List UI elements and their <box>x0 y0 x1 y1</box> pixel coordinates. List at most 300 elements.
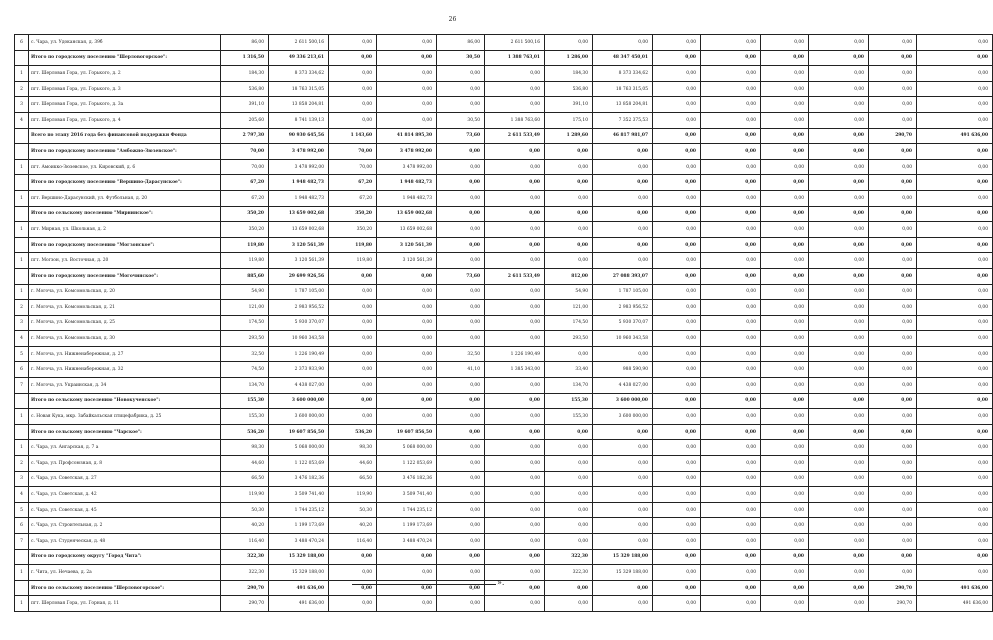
area-value-cell: 812,00 <box>545 268 593 284</box>
table-row <box>15 596 993 612</box>
area-value-cell: 0,00 <box>437 596 485 612</box>
area-value-cell: 0,00 <box>869 268 917 284</box>
row-index-cell: 1 <box>15 596 29 612</box>
table-row <box>15 362 993 378</box>
cost-value-cell: 0,00 <box>485 502 545 518</box>
area-value-cell: 0,00 <box>437 190 485 206</box>
area-value-cell: 0,00 <box>545 424 593 440</box>
cost-value-cell: 0,00 <box>809 50 869 66</box>
row-index-cell: 1 <box>15 222 29 238</box>
cost-value-cell: 0,00 <box>593 222 653 238</box>
row-index-cell: 1 <box>15 159 29 175</box>
area-value-cell: 0,00 <box>653 315 701 331</box>
cost-value-cell: 0,00 <box>377 315 437 331</box>
area-value-cell: 119,80 <box>329 253 377 269</box>
table-row <box>15 284 993 300</box>
area-value-cell: 0,00 <box>437 456 485 472</box>
area-value-cell: 0,00 <box>545 518 593 534</box>
area-value-cell: 1 316,50 <box>221 50 269 66</box>
area-value-cell: 0,00 <box>653 237 701 253</box>
cost-value-cell: 0,00 <box>701 112 761 128</box>
cost-value-cell: 1 948 482,73 <box>269 175 329 191</box>
area-value-cell: 0,00 <box>437 393 485 409</box>
area-value-cell: 155,30 <box>221 393 269 409</box>
cost-value-cell: 0,00 <box>593 346 653 362</box>
area-value-cell: 205,60 <box>221 112 269 128</box>
cost-value-cell: 0,00 <box>485 378 545 394</box>
cost-value-cell: 0,00 <box>377 284 437 300</box>
cost-value-cell: 0,00 <box>701 409 761 425</box>
area-value-cell: 0,00 <box>653 456 701 472</box>
area-value-cell: 885,60 <box>221 268 269 284</box>
cost-value-cell: 3 120 561,39 <box>269 253 329 269</box>
area-value-cell: 290,70 <box>869 128 917 144</box>
area-value-cell: 290,70 <box>221 596 269 612</box>
area-value-cell: 70,00 <box>221 144 269 160</box>
cost-value-cell: 0,00 <box>917 378 993 394</box>
cost-value-cell: 3 120 561,39 <box>377 253 437 269</box>
table-row <box>15 456 993 472</box>
area-value-cell: 0,00 <box>869 50 917 66</box>
cost-value-cell: 0,00 <box>701 159 761 175</box>
area-value-cell: 0,00 <box>761 549 809 565</box>
area-value-cell: 119,90 <box>329 487 377 503</box>
cost-value-cell: 0,00 <box>917 549 993 565</box>
cost-value-cell: 2 611 500,16 <box>269 35 329 51</box>
address-cell: пгт. Шерловая Гора, ул. Горького, д. 2 <box>29 66 221 82</box>
cost-value-cell: 0,00 <box>485 456 545 472</box>
cost-value-cell: 491 636,00 <box>269 580 329 596</box>
cost-value-cell: 0,00 <box>809 222 869 238</box>
area-value-cell: 0,00 <box>869 502 917 518</box>
area-value-cell: 0,00 <box>437 565 485 581</box>
cost-value-cell: 0,00 <box>701 580 761 596</box>
cost-value-cell: 0,00 <box>701 50 761 66</box>
cost-value-cell: 3 478 992,00 <box>377 159 437 175</box>
row-index-cell <box>15 549 29 565</box>
cost-value-cell: 0,00 <box>485 66 545 82</box>
address-cell: пгт. Шерловая Гора, ул. Горная, д. 11 <box>29 596 221 612</box>
area-value-cell: 119,80 <box>221 253 269 269</box>
cost-value-cell: 0,00 <box>593 144 653 160</box>
area-value-cell: 0,00 <box>653 284 701 300</box>
area-value-cell: 0,00 <box>761 424 809 440</box>
address-cell: г. Могоча, ул. Украинская, д. 34 <box>29 378 221 394</box>
address-cell: с. Чара, ул. Студенческая, д. 48 <box>29 534 221 550</box>
area-value-cell: 0,00 <box>869 346 917 362</box>
cost-value-cell: 0,00 <box>809 35 869 51</box>
cost-value-cell: 4 438 027,00 <box>269 378 329 394</box>
area-value-cell: 290,70 <box>869 580 917 596</box>
cost-value-cell: 0,00 <box>809 206 869 222</box>
area-value-cell: 322,30 <box>545 549 593 565</box>
area-value-cell: 0,00 <box>329 35 377 51</box>
area-value-cell: 0,00 <box>545 456 593 472</box>
cost-value-cell: 0,00 <box>917 237 993 253</box>
area-value-cell: 0,00 <box>653 409 701 425</box>
area-value-cell: 0,00 <box>761 440 809 456</box>
address-cell: пгт. Шерловая Гора, ул. Горького, д. 3а <box>29 97 221 113</box>
row-index-cell: 5 <box>15 346 29 362</box>
area-value-cell: 0,00 <box>437 300 485 316</box>
row-index-cell <box>15 237 29 253</box>
cost-value-cell: 90 930 645,56 <box>269 128 329 144</box>
subtotal-label-cell: Итого по городскому поселению "Могзонское": <box>29 237 221 253</box>
row-index-cell <box>15 393 29 409</box>
area-value-cell: 0,00 <box>545 487 593 503</box>
area-value-cell: 322,30 <box>545 565 593 581</box>
area-value-cell: 155,30 <box>545 393 593 409</box>
area-value-cell: 0,00 <box>761 253 809 269</box>
area-value-cell: 0,00 <box>761 565 809 581</box>
cost-value-cell: 0,00 <box>809 424 869 440</box>
area-value-cell: 0,00 <box>545 190 593 206</box>
cost-value-cell: 2 983 956,52 <box>269 300 329 316</box>
cost-value-cell: 0,00 <box>485 331 545 347</box>
area-value-cell: 30,50 <box>437 50 485 66</box>
address-cell: с. Чара, ул. Ангарская, д. 7 а <box>29 440 221 456</box>
area-value-cell: 0,00 <box>869 222 917 238</box>
cost-value-cell: 0,00 <box>593 534 653 550</box>
address-cell: с. Чара, ул. Советская, д. 27 <box>29 471 221 487</box>
cost-value-cell: 0,00 <box>485 565 545 581</box>
cost-value-cell: 0,00 <box>485 222 545 238</box>
cost-value-cell: 0,00 <box>809 565 869 581</box>
area-value-cell: 0,00 <box>653 580 701 596</box>
area-value-cell: 0,00 <box>761 81 809 97</box>
row-index-cell <box>15 206 29 222</box>
cost-value-cell: 0,00 <box>701 596 761 612</box>
area-value-cell: 30,50 <box>437 112 485 128</box>
area-value-cell: 0,00 <box>329 393 377 409</box>
area-value-cell: 0,00 <box>653 424 701 440</box>
row-index-cell: 3 <box>15 471 29 487</box>
cost-value-cell: 0,00 <box>593 456 653 472</box>
cost-value-cell: 0,00 <box>593 159 653 175</box>
area-value-cell: 174,50 <box>221 315 269 331</box>
address-cell: г. Могоча, ул. Комсомольская, д. 20 <box>29 284 221 300</box>
cost-value-cell: 29 699 926,56 <box>269 268 329 284</box>
area-value-cell: 67,20 <box>221 190 269 206</box>
area-value-cell: 0,00 <box>869 159 917 175</box>
area-value-cell: 391,10 <box>221 97 269 113</box>
cost-value-cell: 1 388 763,01 <box>485 50 545 66</box>
cost-value-cell: 18 763 315,05 <box>593 81 653 97</box>
cost-value-cell: 0,00 <box>701 502 761 518</box>
cost-value-cell: 13 659 002,68 <box>269 206 329 222</box>
area-value-cell: 0,00 <box>329 300 377 316</box>
cost-value-cell: 0,00 <box>485 596 545 612</box>
area-value-cell: 0,00 <box>653 175 701 191</box>
area-value-cell: 0,00 <box>329 378 377 394</box>
cost-value-cell: 0,00 <box>377 97 437 113</box>
area-value-cell: 391,10 <box>545 97 593 113</box>
area-value-cell: 86,00 <box>221 35 269 51</box>
cost-value-cell: 0,00 <box>377 66 437 82</box>
area-value-cell: 322,30 <box>221 565 269 581</box>
table-row <box>15 487 993 503</box>
cost-value-cell: 0,00 <box>485 424 545 440</box>
area-value-cell: 0,00 <box>761 315 809 331</box>
area-value-cell: 0,00 <box>653 440 701 456</box>
cost-value-cell: 0,00 <box>701 206 761 222</box>
area-value-cell: 0,00 <box>437 580 485 596</box>
cost-value-cell: 0,00 <box>917 253 993 269</box>
area-value-cell: 0,00 <box>653 50 701 66</box>
cost-value-cell: 15 329 188,00 <box>593 549 653 565</box>
row-index-cell: 2 <box>15 81 29 97</box>
address-cell: г. Могоча, ул. Нижненабережная, д. 32 <box>29 362 221 378</box>
cost-value-cell: 0,00 <box>485 253 545 269</box>
cost-value-cell: 0,00 <box>593 175 653 191</box>
cost-value-cell: 3 476 182,36 <box>377 471 437 487</box>
row-index-cell: 6 <box>15 35 29 51</box>
cost-value-cell: 3 478 992,00 <box>269 159 329 175</box>
area-value-cell: 0,00 <box>761 66 809 82</box>
area-value-cell: 0,00 <box>761 50 809 66</box>
area-value-cell: 0,00 <box>437 315 485 331</box>
address-cell: г. Чита, ул. Нечаева, д. 2а <box>29 565 221 581</box>
subtotal-label-cell: Итого по сельскому поселению "Новокученское": <box>29 393 221 409</box>
cost-value-cell: 0,00 <box>701 237 761 253</box>
table-row <box>15 66 993 82</box>
address-cell: пгт. Могзон, ул. Восточная, д. 20 <box>29 253 221 269</box>
subtotal-label-cell: Итого по городскому поселению "Амбожно-Зюзевское": <box>29 144 221 160</box>
cost-value-cell: 0,00 <box>809 393 869 409</box>
cost-value-cell: 0,00 <box>917 81 993 97</box>
cost-value-cell: 0,00 <box>917 144 993 160</box>
subtotal-label-cell: Итого по сельскому поселению "Шерловогорское": <box>29 580 221 596</box>
area-value-cell: 67,20 <box>329 190 377 206</box>
row-index-cell <box>15 50 29 66</box>
area-value-cell: 0,00 <box>761 456 809 472</box>
area-value-cell: 54,90 <box>545 284 593 300</box>
cost-value-cell: 0,00 <box>917 518 993 534</box>
area-value-cell: 0,00 <box>545 159 593 175</box>
cost-value-cell: 0,00 <box>485 440 545 456</box>
cost-value-cell: 49 336 213,61 <box>269 50 329 66</box>
housing-registry-table <box>14 34 993 612</box>
cost-value-cell: 0,00 <box>809 300 869 316</box>
area-value-cell: 70,00 <box>329 159 377 175</box>
cost-value-cell: 0,00 <box>593 596 653 612</box>
area-value-cell: 73,60 <box>437 128 485 144</box>
area-value-cell: 175,10 <box>545 112 593 128</box>
area-value-cell: 32,50 <box>437 346 485 362</box>
cost-value-cell: 19 607 856,50 <box>377 424 437 440</box>
area-value-cell: 0,00 <box>545 471 593 487</box>
cost-value-cell: 0,00 <box>809 596 869 612</box>
footer-underline <box>352 584 496 585</box>
cost-value-cell: 5 930 370,07 <box>269 315 329 331</box>
cost-value-cell: 3 509 741,40 <box>269 487 329 503</box>
area-value-cell: 0,00 <box>761 237 809 253</box>
cost-value-cell: 0,00 <box>701 393 761 409</box>
area-value-cell: 0,00 <box>545 144 593 160</box>
cost-value-cell: 0,00 <box>917 190 993 206</box>
area-value-cell: 0,00 <box>869 362 917 378</box>
cost-value-cell: 10 960 343,58 <box>269 331 329 347</box>
address-cell: с. Чара, ул. Строительная, д. 2 <box>29 518 221 534</box>
cost-value-cell: 0,00 <box>377 331 437 347</box>
area-value-cell: 1 143,60 <box>329 128 377 144</box>
row-index-cell: 2 <box>15 300 29 316</box>
area-value-cell: 86,00 <box>437 35 485 51</box>
area-value-cell: 536,20 <box>329 424 377 440</box>
cost-value-cell: 8 373 334,62 <box>269 66 329 82</box>
row-index-cell <box>15 268 29 284</box>
address-cell: пгт. Амоикко-Зюзевское, ул. Кировский, д. 6 <box>29 159 221 175</box>
cost-value-cell: 1 744 235,12 <box>377 502 437 518</box>
area-value-cell: 0,00 <box>653 565 701 581</box>
area-value-cell: 0,00 <box>761 35 809 51</box>
cost-value-cell: 13 858 204,81 <box>593 97 653 113</box>
cost-value-cell: 0,00 <box>485 300 545 316</box>
cost-value-cell: 0,00 <box>485 518 545 534</box>
cost-value-cell: 19 607 856,50 <box>269 424 329 440</box>
row-index-cell <box>15 128 29 144</box>
area-value-cell: 67,20 <box>221 175 269 191</box>
row-index-cell: 1 <box>15 284 29 300</box>
cost-value-cell: 491 636,00 <box>917 580 993 596</box>
cost-value-cell: 1 787 105,00 <box>269 284 329 300</box>
cost-value-cell: 0,00 <box>593 487 653 503</box>
row-index-cell: 4 <box>15 112 29 128</box>
area-value-cell: 350,20 <box>221 206 269 222</box>
area-value-cell: 174,50 <box>545 315 593 331</box>
cost-value-cell: 0,00 <box>809 97 869 113</box>
cost-value-cell: 0,00 <box>593 471 653 487</box>
area-value-cell: 0,00 <box>761 409 809 425</box>
cost-value-cell: 0,00 <box>701 534 761 550</box>
row-index-cell: 1 <box>15 409 29 425</box>
cost-value-cell: 0,00 <box>593 424 653 440</box>
area-value-cell: 0,00 <box>761 596 809 612</box>
area-value-cell: 0,00 <box>869 378 917 394</box>
area-value-cell: 0,00 <box>329 596 377 612</box>
cost-value-cell: 0,00 <box>917 440 993 456</box>
cost-value-cell: 0,00 <box>917 534 993 550</box>
area-value-cell: 0,00 <box>761 175 809 191</box>
area-value-cell: 0,00 <box>437 487 485 503</box>
area-value-cell: 0,00 <box>437 253 485 269</box>
cost-value-cell: 0,00 <box>809 502 869 518</box>
cost-value-cell: 0,00 <box>917 565 993 581</box>
cost-value-cell: 0,00 <box>701 424 761 440</box>
area-value-cell: 350,20 <box>329 206 377 222</box>
cost-value-cell: 10 960 343,58 <box>593 331 653 347</box>
cost-value-cell: 0,00 <box>701 456 761 472</box>
cost-value-cell: 0,00 <box>809 456 869 472</box>
area-value-cell: 1 286,00 <box>545 50 593 66</box>
cost-value-cell: 8 373 334,62 <box>593 66 653 82</box>
address-cell: пгт. Шерловая Гора, ул. Горького, д. 3 <box>29 81 221 97</box>
cost-value-cell: 0,00 <box>485 315 545 331</box>
cost-value-cell: 0,00 <box>809 362 869 378</box>
cost-value-cell: 0,00 <box>809 487 869 503</box>
cost-value-cell: 0,00 <box>917 112 993 128</box>
address-cell: пгт. Вершино-Дарасунский, ул. Футбольная, д. 20 <box>29 190 221 206</box>
cost-value-cell: 46 817 981,07 <box>593 128 653 144</box>
table-row <box>15 346 993 362</box>
area-value-cell: 0,00 <box>329 284 377 300</box>
cost-value-cell: 4 438 027,00 <box>593 378 653 394</box>
row-index-cell: 1 <box>15 565 29 581</box>
area-value-cell: 0,00 <box>653 393 701 409</box>
cost-value-cell: 0,00 <box>701 144 761 160</box>
cost-value-cell: 3 488 470,24 <box>269 534 329 550</box>
area-value-cell: 184,30 <box>545 66 593 82</box>
cost-value-cell: 3 600 000,00 <box>269 409 329 425</box>
area-value-cell: 0,00 <box>653 502 701 518</box>
address-cell: с. Чара, ул. Удоканская, д. 39б <box>29 35 221 51</box>
cost-value-cell: 491 636,00 <box>269 596 329 612</box>
cost-value-cell: 0,00 <box>917 175 993 191</box>
cost-value-cell: 0,00 <box>917 315 993 331</box>
area-value-cell: 98,30 <box>221 440 269 456</box>
page-number: 26 <box>448 16 457 23</box>
cost-value-cell: 0,00 <box>377 409 437 425</box>
cost-value-cell: 8 741 139,13 <box>269 112 329 128</box>
area-value-cell: 0,00 <box>437 518 485 534</box>
table-row <box>15 112 993 128</box>
cost-value-cell: 0,00 <box>377 580 437 596</box>
table-row <box>15 534 993 550</box>
area-value-cell: 0,00 <box>653 253 701 269</box>
area-value-cell: 0,00 <box>761 300 809 316</box>
area-value-cell: 0,00 <box>869 206 917 222</box>
area-value-cell: 134,70 <box>545 378 593 394</box>
cost-value-cell: 0,00 <box>701 378 761 394</box>
cost-value-cell: 0,00 <box>485 487 545 503</box>
area-value-cell: 0,00 <box>329 315 377 331</box>
area-value-cell: 0,00 <box>437 159 485 175</box>
area-value-cell: 0,00 <box>653 331 701 347</box>
row-index-cell: 7 <box>15 378 29 394</box>
cost-value-cell: 1 948 482,73 <box>377 190 437 206</box>
cost-value-cell: 0,00 <box>701 331 761 347</box>
area-value-cell: 0,00 <box>869 456 917 472</box>
area-value-cell: 0,00 <box>761 159 809 175</box>
area-value-cell: 121,00 <box>545 300 593 316</box>
cost-value-cell: 0,00 <box>701 222 761 238</box>
address-cell: г. Могоча, ул. Комсомольская, д. 30 <box>29 331 221 347</box>
cost-value-cell: 0,00 <box>701 346 761 362</box>
cost-value-cell: 0,00 <box>377 565 437 581</box>
area-value-cell: 0,00 <box>329 112 377 128</box>
area-value-cell: 0,00 <box>653 346 701 362</box>
area-value-cell: 0,00 <box>761 487 809 503</box>
cost-value-cell: 0,00 <box>809 284 869 300</box>
area-value-cell: 0,00 <box>437 222 485 238</box>
area-value-cell: 0,00 <box>869 534 917 550</box>
cost-value-cell: 13 659 002,68 <box>377 206 437 222</box>
cost-value-cell: 0,00 <box>917 346 993 362</box>
cost-value-cell: 0,00 <box>917 35 993 51</box>
cost-value-cell: 1 744 235,12 <box>269 502 329 518</box>
area-value-cell: 134,70 <box>221 378 269 394</box>
cost-value-cell: 15 329 188,00 <box>593 565 653 581</box>
cost-value-cell: 0,00 <box>377 346 437 362</box>
area-value-cell: 0,00 <box>653 549 701 565</box>
cost-value-cell: 2 611 500,16 <box>485 35 545 51</box>
cost-value-cell: 0,00 <box>809 81 869 97</box>
cost-value-cell: 27 088 393,07 <box>593 268 653 284</box>
area-value-cell: 119,80 <box>329 237 377 253</box>
area-value-cell: 0,00 <box>869 471 917 487</box>
area-value-cell: 0,00 <box>761 112 809 128</box>
area-value-cell: 0,00 <box>653 300 701 316</box>
